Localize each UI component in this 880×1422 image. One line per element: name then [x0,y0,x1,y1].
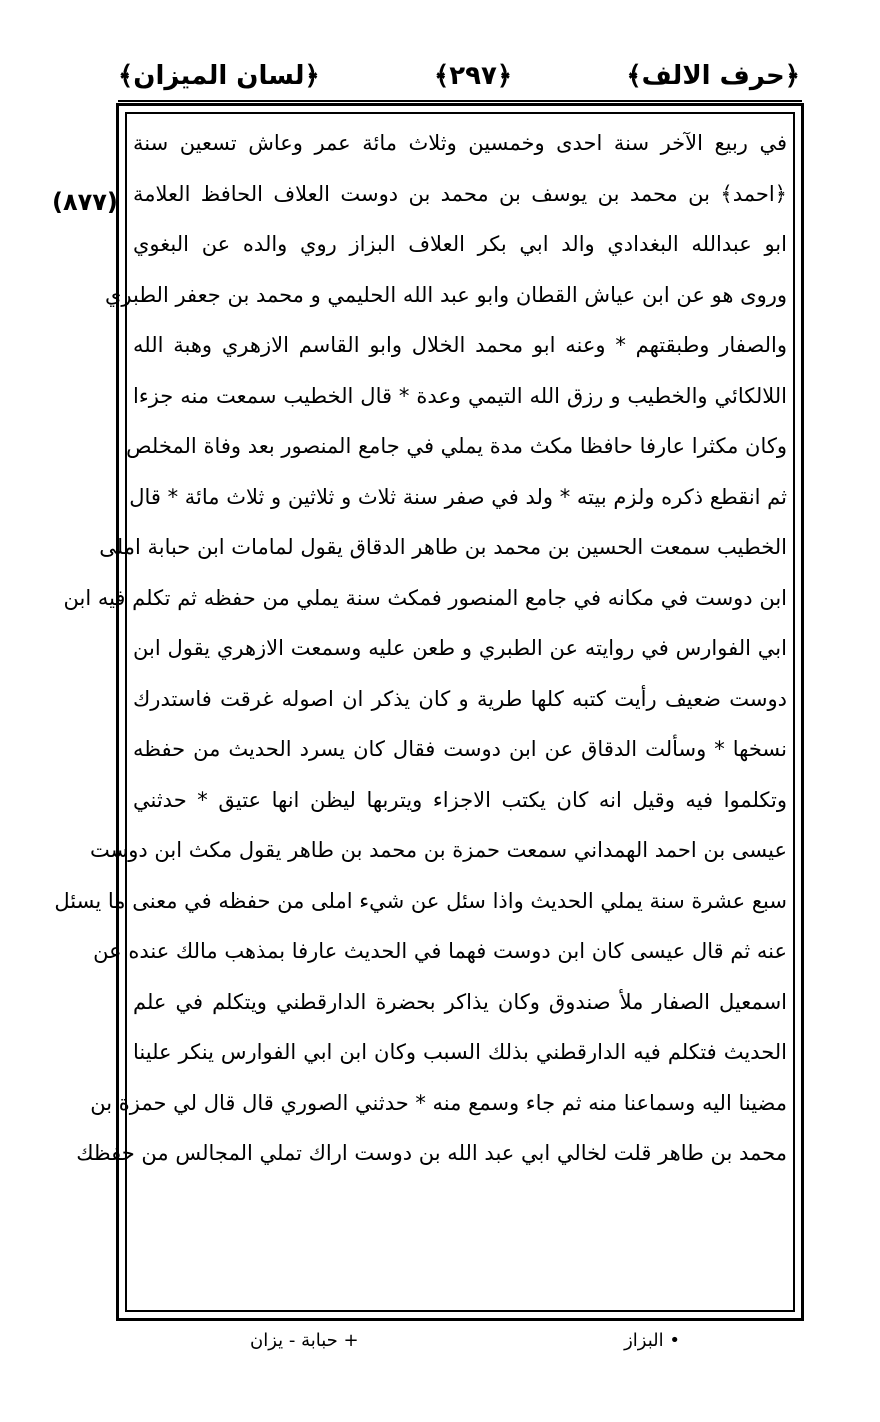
text-line: نسخها * وسألت الدقاق عن ابن دوست فقال كان يسرد الحديث من حفظه [133,737,787,761]
text-line: سبع عشرة سنة يملي الحديث واذا سئل عن شيء املى من حفظه في معنى ما يسئل [54,888,787,913]
text-line: ابي الفوارس في روايته عن الطبري و طعن عليه وسمعت الازهري يقول ابن [133,636,787,660]
text-line: ابن دوست في مكانه في جامع المنصور فمكث سنة يملي من حفظه ثم تكلم فيه ابن [63,585,787,610]
footnote-left: + حبابة - يزان [250,1330,359,1351]
text-line: في ربيع الآخر سنة احدى وخمسين وثلاث مائة عمر وعاش تسعين سنة [133,131,787,155]
text-line: الحديث فتكلم فيه الدارقطني بذلك السبب وكان ابن ابي الفوارس ينكر علينا [133,1040,787,1064]
text-line: وتكلموا فيه وقيل انه كان يكتب الاجزاء ويتربها ليظن انها عتيق * حدثني [133,787,787,812]
entry-number: (٨٧٧) [52,188,118,216]
page-number: ﴿٢٩٧﴾ [434,61,513,91]
footnote-right: • البزاز [624,1330,680,1351]
text-line: مضينا اليه وسماعنا منه ثم جاء وسمع منه * حدثني الصوري قال قال لي حمزة بن [90,1090,787,1115]
text-line: ثم انقطع ذكره ولزم بيته * ولد في صفر سنة ثلاث و ثلاثين و ثلاث مائة * قال [129,484,787,509]
text-line: والصفار وطبقتهم * وعنه ابو محمد الخلال وابو القاسم الازهري وهبة الله [133,333,787,357]
book-title: ﴿لسان الميزان﴾ [118,61,320,91]
running-header [118,50,800,102]
text-line: دوست ضعيف رأيت كتبه كلها طرية و كان يذكر ان اصوله غرقت فاستدرك [133,686,787,711]
chapter-title: ﴿حرف الالف﴾ [626,61,800,91]
text-line: ﴿احمد﴾ بن محمد بن يوسف بن محمد بن دوست العلاف الحافظ العلامة [133,181,787,206]
text-line: عنه ثم قال عيسى كان ابن دوست فهما في الحديث عارفا بمذهب مالك عنده عن [93,939,787,963]
footnotes [250,1330,680,1360]
text-line: الخطيب سمعت الحسين بن محمد بن طاهر الدقاق يقول لمامات ابن حبابة املى [99,535,787,559]
text-line: وروى هو عن ابن عياش القطان وابو عبد الله الحليمي و محمد بن جعفر الطبري [104,282,787,307]
text-line: وكان مكثرا عارفا حافظا مكث مدة يملي في جامع المنصور بعد وفاة المخلص [126,434,787,458]
text-line: اللالكائي والخطيب و رزق الله التيمي وعدة * قال الخطيب سمعت منه جزءا [133,383,787,408]
header-rule [118,100,802,102]
text-line: محمد بن طاهر قلت لخالي ابي عبد الله بن دوست اراك تملي المجالس من حفظك [76,1141,787,1165]
text-line: عيسى بن احمد الهمداني سمعت حمزة بن محمد بن طاهر يقول مكث ابن دوست [90,838,787,862]
text-line: ابو عبدالله البغدادي والد ابي بكر العلاف البزاز روي والده عن البغوي [133,232,787,256]
text-line: اسمعيل الصفار ملأ صندوق وكان يذاكر بحضرة الدارقطني ويتكلم في علم [133,989,787,1014]
